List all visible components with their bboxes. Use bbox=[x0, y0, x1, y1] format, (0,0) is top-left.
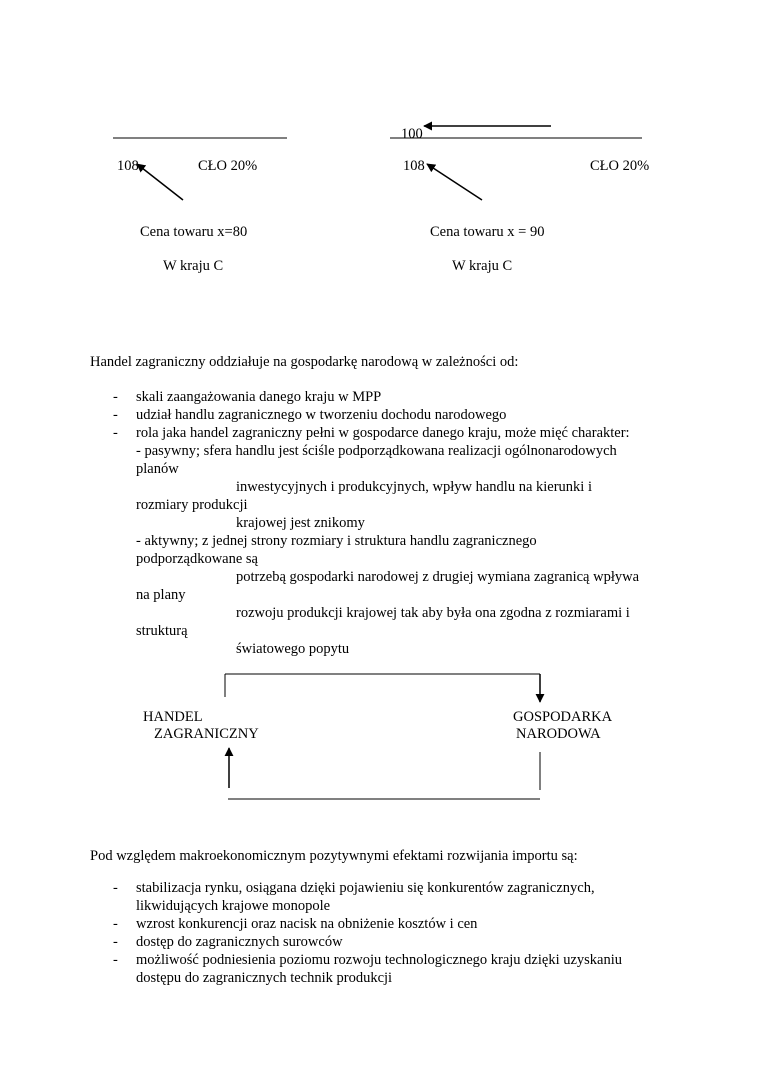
left-country: W kraju C bbox=[163, 258, 224, 274]
sub-line: światowego popytu bbox=[236, 641, 350, 657]
section1-bullet-list bbox=[113, 388, 630, 442]
right-top-value: 100 bbox=[401, 126, 423, 142]
right-price: Cena towaru x = 90 bbox=[430, 224, 545, 240]
list-item: - dostęp do zagranicznych surowców bbox=[113, 933, 653, 951]
flow-right-label-1: GOSPODARKA bbox=[513, 709, 613, 725]
section2-intro: Pod względem makroekonomicznym pozytywnymi efektami rozwijania importu są: bbox=[90, 848, 578, 864]
right-diagonal-arrow bbox=[427, 164, 482, 200]
list-item: - skali zaangażowania danego kraju w MPP bbox=[113, 388, 630, 406]
sub-line: rozwoju produkcji krajowej tak aby była ona zgodna z rozmiarami i bbox=[236, 605, 630, 621]
list-item: - rola jaka handel zagraniczny pełni w gospodarce danego kraju, może mięć charakter: bbox=[113, 424, 630, 442]
flow-left-label-1: HANDEL bbox=[143, 709, 203, 725]
sub-line: rozmiary produkcji bbox=[136, 497, 248, 513]
list-item: - wzrost konkurencji oraz nacisk na obniżenie kosztów i cen bbox=[113, 915, 653, 933]
left-diagonal-arrow bbox=[137, 164, 183, 200]
sub-line: - pasywny; sfera handlu jest ściśle podporządkowana realizacji ogólnonarodowych bbox=[136, 443, 617, 459]
sub-line: krajowej jest znikomy bbox=[236, 515, 365, 531]
right-country: W kraju C bbox=[452, 258, 513, 274]
sub-line: planów bbox=[136, 461, 179, 477]
left-rate: CŁO 20% bbox=[198, 158, 258, 174]
section1-intro: Handel zagraniczny oddziałuje na gospodarkę narodową w zależności od: bbox=[90, 354, 519, 370]
list-item: - możliwość podniesienia poziomu rozwoju technologicznego kraju dzięki uzyskaniu dostępu do zagranicznych technik produkcji bbox=[113, 951, 653, 987]
left-price: Cena towaru x=80 bbox=[140, 224, 248, 240]
list-item: - stabilizacja rynku, osiągana dzięki pojawieniu się konkurentów zagranicznych, likwidujących krajowe monopole bbox=[113, 879, 653, 915]
sub-line: podporządkowane są bbox=[136, 551, 258, 567]
sub-line: - aktywny; z jednej strony rozmiary i struktura handlu zagranicznego bbox=[136, 533, 537, 549]
flow-left-label-2: ZAGRANICZNY bbox=[154, 726, 259, 742]
right-value: 108 bbox=[403, 158, 425, 174]
left-value: 108 bbox=[117, 158, 139, 174]
list-item: - udział handlu zagranicznego w tworzeniu dochodu narodowego bbox=[113, 406, 630, 424]
section2-bullet-list bbox=[113, 879, 653, 987]
sub-line: na plany bbox=[136, 587, 186, 603]
sub-line: strukturą bbox=[136, 623, 188, 639]
right-rate: CŁO 20% bbox=[590, 158, 650, 174]
flow-right-label-2: NARODOWA bbox=[516, 726, 601, 742]
sub-line: potrzebą gospodarki narodowej z drugiej wymiana zagranicą wpływa bbox=[236, 569, 640, 585]
sub-line: inwestycyjnych i produkcyjnych, wpływ handlu na kierunki i bbox=[236, 479, 592, 495]
